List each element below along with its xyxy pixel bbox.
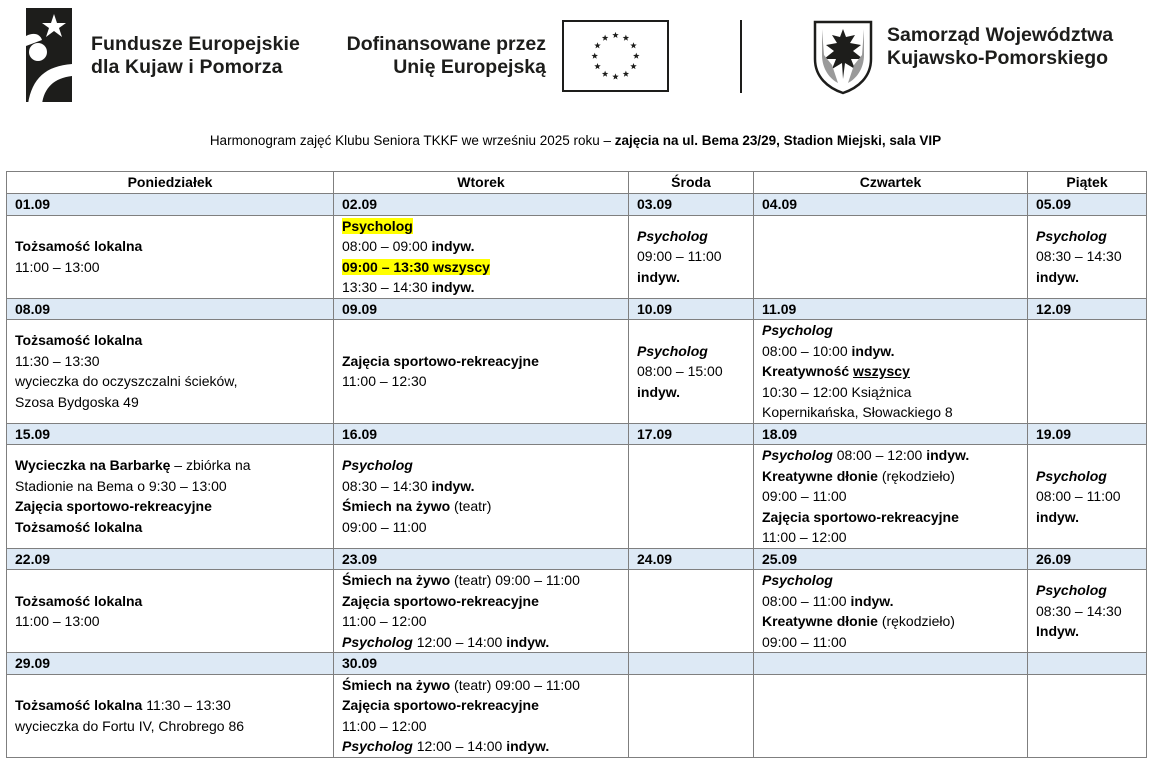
date-cell: 12.09 [1028,298,1147,320]
date-cell: 10.09 [629,298,754,320]
header-row [7,172,1147,194]
activity-cell [754,674,1028,757]
date-cell: 17.09 [629,423,754,445]
col-header-wed: Środa [629,172,754,194]
activity-cell: Psycholog 08:00 – 09:00 indyw. 09:00 – 13:30 wszyscy 13:30 – 14:30 indyw. [334,215,629,298]
kujawsko-pomorskie-crest-icon [812,19,874,95]
activity-cell: Zajęcia sportowo-rekreacyjne 11:00 – 12:30 [334,320,629,424]
activity-row [7,215,1147,298]
date-cell: 19.09 [1028,423,1147,445]
date-cell: 25.09 [754,548,1028,570]
date-row [7,423,1147,445]
activity-cell [1028,320,1147,424]
col-header-tue: Wtorek [334,172,629,194]
activity-row [7,570,1147,653]
activity-cell: Psycholog 08:00 – 12:00 indyw. Kreatywne dłonie (rękodzieło) 09:00 – 11:00 Zajęcia sportowo-rekreacyjne 11:00 – 12:00 [754,445,1028,549]
activity-cell: Psycholog 08:30 – 14:30 indyw. Śmiech na żywo (teatr) 09:00 – 11:00 [334,445,629,549]
activity-row [7,674,1147,757]
date-cell: 30.09 [334,653,629,675]
fundusze-europejskie-text: Fundusze Europejskie dla Kujaw i Pomorza [91,33,300,78]
eu-star-icon [612,73,618,79]
col-header-mon: Poniedziałek [7,172,334,194]
col-header-thu: Czwartek [754,172,1028,194]
activity-cell: Śmiech na żywo (teatr) 09:00 – 11:00 Zajęcia sportowo-rekreacyjne 11:00 – 12:00 Psycholog 12:00 – 14:00 indyw. [334,570,629,653]
date-row [7,548,1147,570]
date-row [7,653,1147,675]
date-cell: 15.09 [7,423,334,445]
activity-row [7,320,1147,424]
date-cell: 04.09 [754,194,1028,216]
activity-cell [629,674,754,757]
eu-star-icon [591,53,597,59]
date-cell: 02.09 [334,194,629,216]
eu-star-icon [630,63,636,69]
col-header-fri: Piątek [1028,172,1147,194]
date-cell [754,653,1028,675]
activity-cell: Psycholog 08:00 – 10:00 indyw. Kreatywność wszyscy 10:30 – 12:00 Książnica Kopernikańska, Słowackiego 8 [754,320,1028,424]
date-cell [1028,653,1147,675]
activity-cell: Psycholog 08:00 – 11:00 indyw. [1028,445,1147,549]
activity-cell: Psycholog 08:30 – 14:30 indyw. [1028,215,1147,298]
date-cell: 22.09 [7,548,334,570]
eu-star-icon [594,63,600,69]
activity-cell: Psycholog 08:00 – 11:00 indyw. Kreatywne dłonie (rękodzieło) 09:00 – 11:00 [754,570,1028,653]
date-cell: 18.09 [754,423,1028,445]
date-cell: 11.09 [754,298,1028,320]
date-cell: 01.09 [7,194,334,216]
date-row [7,194,1147,216]
date-row [7,298,1147,320]
date-cell: 23.09 [334,548,629,570]
activity-cell: Tożsamość lokalna 11:00 – 13:00 [7,570,334,653]
activity-cell: Tożsamość lokalna 11:30 – 13:30 wycieczka do oczyszczalni ścieków, Szosa Bydgoska 49 [7,320,334,424]
activity-cell: Śmiech na żywo (teatr) 09:00 – 11:00 Zajęcia sportowo-rekreacyjne 11:00 – 12:00 Psycholog 12:00 – 14:00 indyw. [334,674,629,757]
eu-star-icon [602,35,608,41]
eu-star-icon [612,32,618,38]
eu-star-icon [633,53,639,59]
eu-star-icon [623,71,629,77]
logo-divider [740,20,742,93]
date-cell: 09.09 [334,298,629,320]
date-cell: 16.09 [334,423,629,445]
activity-cell: Psycholog 09:00 – 11:00 indyw. [629,215,754,298]
eu-flag-icon [562,20,669,92]
eu-star-icon [623,35,629,41]
activity-cell [754,215,1028,298]
date-cell: 24.09 [629,548,754,570]
activity-cell [629,445,754,549]
activity-cell: Psycholog 08:00 – 15:00 indyw. [629,320,754,424]
date-cell: 03.09 [629,194,754,216]
fundusze-europejskie-logo-icon [24,6,74,104]
activity-cell: Psycholog 08:30 – 14:30 Indyw. [1028,570,1147,653]
dofinansowane-text: Dofinansowane przez Unię Europejską [346,33,546,78]
eu-star-icon [630,42,636,48]
date-cell: 08.09 [7,298,334,320]
eu-star-icon [594,42,600,48]
activity-cell: Wycieczka na Barbarkę – zbiórka na Stadionie na Bema o 9:30 – 13:00 Zajęcia sportowo-rekreacyjne Tożsamość lokalna [7,445,334,549]
activity-row [7,445,1147,549]
eu-star-icon [602,71,608,77]
activity-cell [629,570,754,653]
date-cell: 26.09 [1028,548,1147,570]
date-cell [629,653,754,675]
activity-cell: Tożsamość lokalna 11:30 – 13:30 wycieczka do Fortu IV, Chrobrego 86 [7,674,334,757]
activity-cell: Tożsamość lokalna 11:00 – 13:00 [7,215,334,298]
header-logos [0,0,1151,115]
page-title: Harmonogram zajęć Klubu Seniora TKKF we wrześniu 2025 roku – zajęcia na ul. Bema 23/29, Stadion Miejski, sala VIP [209,133,942,148]
activity-cell [1028,674,1147,757]
date-cell: 05.09 [1028,194,1147,216]
date-cell: 29.09 [7,653,334,675]
schedule-table [6,171,1147,758]
samorzad-text: Samorząd Województwa Kujawsko-Pomorskiego [887,24,1114,69]
